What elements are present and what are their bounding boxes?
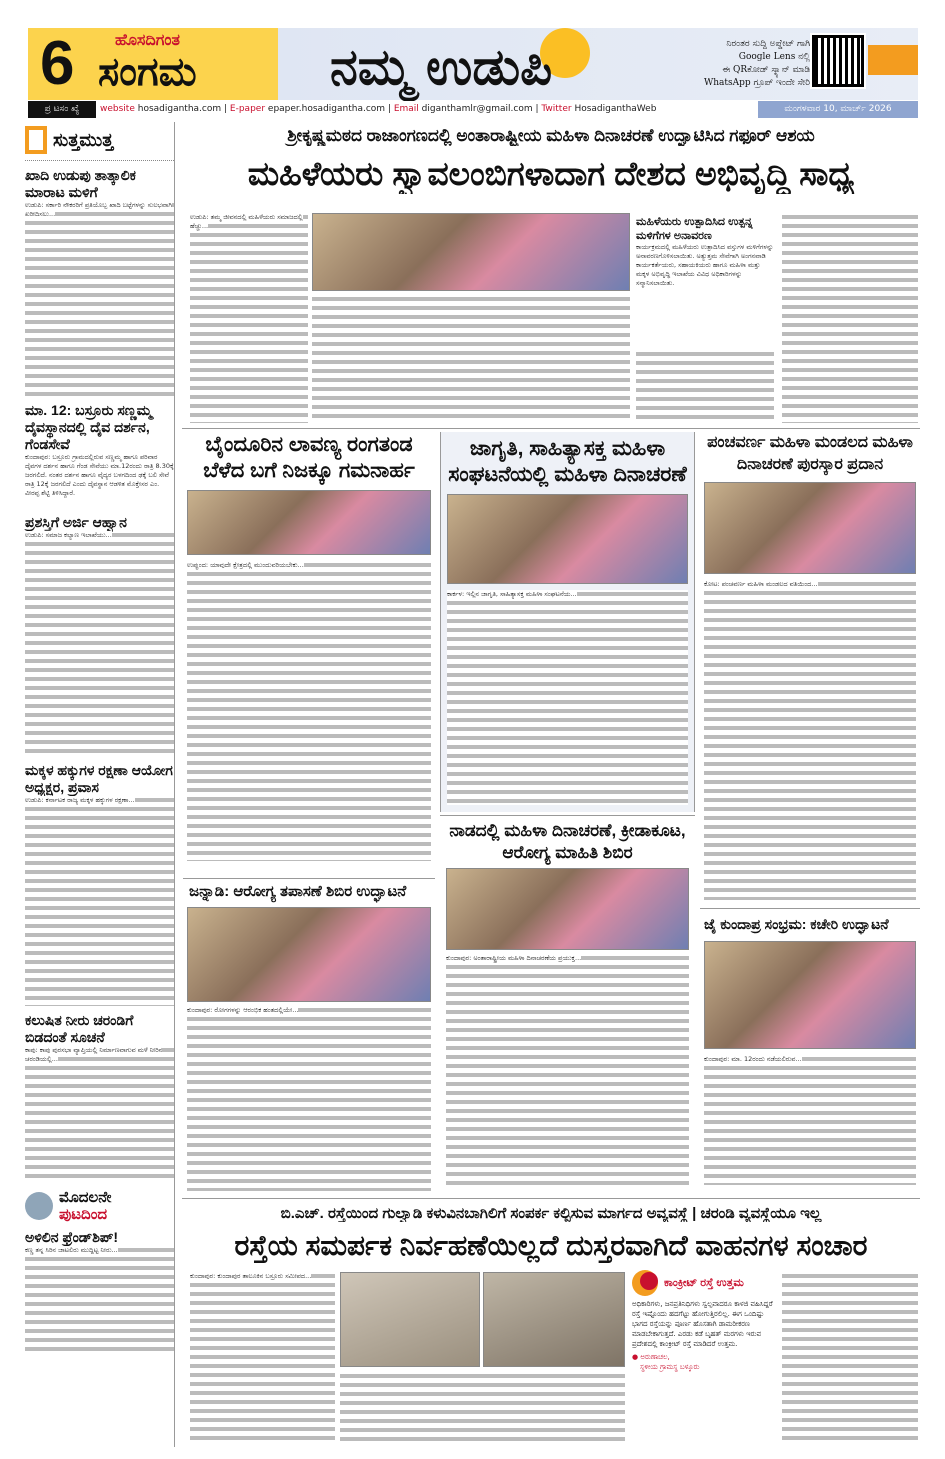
road-photo [340,1272,480,1367]
story-body [704,580,916,900]
story-text: ಉಡುಪಿ: ಸರ್ಕಾರಿ ನೌಕರರಿಗೆ ಪ್ರತಿಯೊಬ್ಬ ಖಾದಿ ಬಟ್ಟೆಗಳನ್ನು ಸುಲಭವಾಗಿ ಖರೀದಿಸಲು... [25,201,172,218]
email-link[interactable]: diganthamlr@gmail.com [421,104,533,114]
story-headline[interactable]: ಖಾದಿ ಉಡುಪು ತಾತ್ಕಾಲಿಕ ಮಾರಾಟ ಮಳಿಗೆ [25,167,136,200]
strip-tag: ಪ್ರ ಟಸಂ ಖ್ಯೆ [28,101,96,118]
story-photo [704,482,916,574]
story-jannadi [183,878,435,1193]
label: E-paper [229,104,266,114]
quote-title: ಕಾಂಕ್ರೀಟ್ ರಸ್ತೆ ಉತ್ತಮ [664,1276,744,1289]
qr-caption [640,38,810,90]
story-text: ಉಡುಪಿ: ಕರ್ನಾಟಕ ರಾಜ್ಯ ಮಕ್ಕಳ ಹಕ್ಕುಗಳ ರಕ್ಷಣಾ... [25,796,135,804]
qr-code-icon[interactable] [812,35,864,87]
quote-author-role: ಸ್ಥಳೀಯ ಗ್ರಾಮಸ್ಥ ಬಳ್ಕೂರು [640,1363,700,1371]
story-headline[interactable]: ಮಕ್ಕಳ ಹಕ್ಕುಗಳ ರಕ್ಷಣಾ ಆಯೋಗ ಅಧ್ಯಕ್ಷರ, ಪ್ರವಾಸ [25,762,173,795]
story-body [446,954,689,1189]
story-body [447,590,688,805]
divider [182,1198,920,1199]
story-photo [187,907,431,1002]
story-body [25,531,174,756]
story-jagruthi [440,432,695,812]
story-text: ಕುಂದಾಪುರ: ಅಂತಾರಾಷ್ಟ್ರೀಯ ಮಹಿಳಾ ದಿನಾಚರಣೆಯ ಪ್ರಯುಕ್ತ... [446,954,582,962]
contact-links: website hosadigantha.com | E-paper epaper.hosadigantha.com | Email diganthamlr@gmail.com | Twitter HosadiganthaWeb [100,104,657,114]
story-text: ಕೋಟ: ಪಂಚವರ್ಣ ಮಹಿಳಾ ಮಂಡಲದ ವತಿಯಿಂದ... [704,580,818,588]
story-text: ಉಡುಪಿ: ತಮ್ಮ ಜೀವನದಲ್ಲಿ ಮಹಿಳೆಯರು ಸಮಾಜದಲ್ಲಿ ಹೆಚ್ಚು... [190,213,303,230]
label: ಪುಟದಿಂದ [59,1206,108,1223]
story-headline[interactable]: ಪ್ರಶಸ್ತಿಗೆ ಅರ್ಜಿ ಆಹ್ವಾನ [25,514,127,530]
section-header [25,122,174,161]
window-icon [25,126,47,154]
story-text: ಕಣ್ಣ ತನ್ನ ಸಿರಿನ ಜಾಟಲಿರು ಮುದ್ದಿಟ್ಟ ನೀರು... [25,1246,118,1254]
lead-body-cont [782,213,918,423]
issue-date: ಮಂಗಳವಾರ 10, ಮಾರ್ಚ್ 2026 [758,101,918,118]
story-body [187,561,431,861]
story-headline[interactable]: ಪಂಚವರ್ಣ ಮಹಿಳಾ ಮಂಡಲದ ಮಹಿಳಾ ದಿನಾಚರಣೆ ಪುರಸ್ಕಾರ ಪ್ರದಾನ [707,434,913,473]
lead-kicker: ಶ್ರೀಕೃಷ್ಣಮಠದ ರಾಜಾಂಗಣದಲ್ಲಿ ಅಂತಾರಾಷ್ಟ್ರೀಯ ಮಹಿಳಾ ದಿನಾಚರಣೆ ಉದ್ಘಾಟಿಸಿದ ಗಫೂರ್ ಆಶಯ [287,126,815,145]
brand-logo: ಹೊಸದಿಗಂತ [115,32,180,49]
left-column [25,122,175,1447]
story-photo [187,490,431,555]
lead-photo [312,213,630,291]
story-headline[interactable]: ಅಳಿಲಿನ ಫ್ರೆಂಡ್‌ಶಿಪ್! [25,1229,119,1245]
story-text: ಕುಂದಾಪುರ: ಕುಂದಾಪುರ ತಾಲೂಕಿನ ಬಸ್ರೂರು ಸಮೀಪದ... [190,1272,312,1280]
story-photo [447,494,688,584]
from-front-page [25,1189,174,1223]
bottom-body [190,1272,335,1444]
info-strip [28,101,918,118]
story-body [25,1046,174,1181]
sidebox [636,215,774,345]
label: ಮೊದಲನೇ [59,1189,112,1206]
bottom-body-cont [782,1272,918,1444]
qr-line: ಈ QRಕೋಡ್ ಸ್ಕ್ಯಾನ್ ಮಾಡಿ [722,65,810,75]
quote-author: ಅರುಣಾಚಲ, [640,1353,670,1361]
story-body [25,453,174,508]
story-headline[interactable]: ಜನ್ನಾಡಿ: ಆರೋಗ್ಯ ತಪಾಸಣೆ ಶಿಬಿರ ಉದ್ಘಾಟನೆ [189,883,407,900]
story-text: ಕಾಪು: ಕಾಪು ಪುರಸಭಾ ವ್ಯಾಪ್ತಿಯಲ್ಲಿ ನಿರ್ಮಾಣವಾಗುವ ಮಳೆ ನೀರಿನ ಚರಂಡಿಯಲ್ಲಿ... [25,1046,163,1063]
story-body [704,1055,916,1185]
story-body [25,201,174,396]
story-photo [704,941,916,1049]
divider [182,428,920,429]
story-jai-kundapra [700,908,920,1193]
lead-headline[interactable]: ಮಹಿಳೆಯರು ಸ್ವಾವಲಂಬಿಗಳಾದಾಗ ದೇಶದ ಅಭಿವೃದ್ಧಿ ಸಾಧ್ಯ [247,155,855,192]
bottom-body-cont [340,1372,625,1444]
lead-body [190,213,308,423]
story-headline[interactable]: ಬೈಂದೂರಿನ ಲಾವಣ್ಯ ರಂಗತಂಡ ಬೆಳೆದ ಬಗೆ ನಿಜಕ್ಕೂ ಗಮನಾರ್ಹ [203,433,415,482]
supplement-title: ಸಂಗಮ [98,50,197,94]
road-photo [483,1272,625,1367]
story-text: ಕುಂದಾಪುರ: ಬಸ್ರೂರು ಗ್ರಾಮದಲ್ಲಿರುವ ಸಣ್ಣಮ್ಮ ಹಾಗೂ ಪರಿವಾರ ದೈವಗಳ ದರ್ಶನ ಹಾಗೂ ಗೆಂಡ ಸೇವೆಯು ಮಾ.12ರಂದು ರಾತ್ರಿ 8.30ಕ್ಕೆ ಜರಗಲಿದೆ. ನಂತರ ದರ್ಶನ ಹಾಗೂ ವೈದ್ಯರ ಬಳಗದಿಂದ ಢಕ್ಕೆ ಬಲಿ ಸೇವೆ ರಾತ್ರಿ 12ಕ್ಕೆ ಜರಗಲಿದೆ ಎಂದು ದೈವಸ್ಥಾನ ಆಡಳಿತ ಮೊಕ್ತೇಸರ ಎಂ. ವೀರಪ್ಪ ಶೆಟ್ಟಿ ತಿಳಿಸಿದ್ದಾರೆ. [25,453,174,497]
quote-box: ಕಾಂಕ್ರೀಟ್ ರಸ್ತೆ ಉತ್ತಮ ಅಧಿಕಾರಿಗಳು, ಜನಪ್ರತಿನಿಧಿಗಳು ಸ್ವಲ್ಪವಾದರೂ ಕಾಳಜಿ ವಹಿಸಿದ್ದರೆ ರಸ್ತೆ ಇಷ್ಟೊಂದು ಹದಗೆಟ್ಟು ಹೋಗುತ್ತಿರಲಿಲ್ಲ. ಈಗ ಒಂದಿಷ್ಟು ಭಾಗದ ರಸ್ತೆಯನ್ನು ಪೂರ್ಣ ಹೊಸತಾಗಿ ಡಾಮರೀಕರಣ ಮಾಡಬೇಕಾಗುತ್ತದೆ. ಎರಡು ಕಡೆ ಬೃಹತ್ ಮರಗಳು ಇರುವ ಪ್ರದೇಶದಲ್ಲಿ ಕಾಂಕ್ರೀಟ್ ರಸ್ತೆ ಮಾಡಿದರೆ ಉತ್ತಮ. ● ಅರುಣಾಚಲ, ಸ್ಥಳೀಯ ಗ್ರಾಮಸ್ಥ ಬಳ್ಕೂರು [632,1270,778,1410]
edition-title: ನಮ್ಮ ಉಡುಪಿ [330,39,553,95]
qr-line: Google Lens ನಲ್ಲಿ [738,52,810,62]
story-headline[interactable]: ಮಾ. 12: ಬಸ್ರೂರು ಸಣ್ಣಮ್ಮ ದೈವಸ್ಥಾನದಲ್ಲಿ ದೈವ ದರ್ಶನ, ಗೆಂಡಸೇವೆ [25,402,152,452]
story-lavanya [183,432,435,872]
story-headline[interactable]: ಕಲುಷಿತ ನೀರು ಚರಂಡಿಗೆ ಬಿಡದಂತೆ ಸೂಚನೆ [25,1012,134,1045]
sidebox-body: ಕಾರ್ಯಕ್ರಮದಲ್ಲಿ ಮಹಿಳೆಯರು ಉತ್ಪಾದಿಸಿದ ವಸ್ತುಗಳ ಮಳಿಗೆಗಳನ್ನು ಅನಾವರಣಗೊಳಿಸಲಾಯಿತು. ಅತ್ಯುತ್ತಮ ಸೇವೆಗಾಗಿ ಅಂಗನವಾಡಿ ಕಾರ್ಯಕರ್ತೆಯರು, ಸಹಾಯಕಿಯರು ಹಾಗೂ ಮಹಿಳಾ ಮತ್ತು ಮಕ್ಕಳ ಅಭಿವೃದ್ಧಿ ಇಲಾಖೆಯ ವಿವಿಧ ಅಧಿಕಾರಿಗಳನ್ನು ಸನ್ಮಾನಿಸಲಾಯಿತು. [636,243,774,287]
label: website [100,104,135,114]
story-panchavarna [700,432,920,902]
epaper-link[interactable]: epaper.hosadigantha.com [267,104,386,114]
story-nada [440,815,695,1195]
lead-body-cont [312,295,630,423]
story-headline[interactable]: ಜಾಗೃತಿ, ಸಾಹಿತ್ಯಾಸಕ್ತ ಮಹಿಳಾ ಸಂಘಟನೆಯಲ್ಲಿ ಮಹಿಳಾ ದಿನಾಚರಣೆ [448,437,687,486]
lead-body-cont [636,350,774,423]
bottom-kicker: ಬಿ.ಎಚ್. ರಸ್ತೆಯಿಂದ ಗುಲ್ವಾಡಿ ಕಳುವಿನಬಾಗಿಲಿಗೆ ಸಂಪರ್ಕ ಕಲ್ಪಿಸುವ ಮಾರ್ಗದ ಅವ್ಯವಸ್ಥೆ | ಚರಂಡಿ ವ್ಯವಸ್ಥೆಯೂ ಇಲ್ಲ [280,1205,822,1222]
bottom-headline[interactable]: ರಸ್ತೆಯ ಸಮರ್ಪಕ ನಿರ್ವಹಣೆಯಿಲ್ಲದೆ ದುಸ್ತರವಾಗಿದೆ ವಾಹನಗಳ ಸಂಚಾರ [234,1230,868,1261]
qr-line: ನಿರಂತರ ಸುದ್ದಿ ಅಪ್ಡೇಟ್ ಗಾಗಿ [726,39,810,49]
quote-body: ಅಧಿಕಾರಿಗಳು, ಜನಪ್ರತಿನಿಧಿಗಳು ಸ್ವಲ್ಪವಾದರೂ ಕಾಳಜಿ ವಹಿಸಿದ್ದರೆ ರಸ್ತೆ ಇಷ್ಟೊಂದು ಹದಗೆಟ್ಟು ಹೋಗುತ್ತಿರಲಿಲ್ಲ. ಈಗ ಒಂದಿಷ್ಟು ಭಾಗದ ರಸ್ತೆಯನ್ನು ಪೂರ್ಣ ಹೊಸತಾಗಿ ಡಾಮರೀಕರಣ ಮಾಡಬೇಕಾಗುತ್ತದೆ. ಎರಡು ಕಡೆ ಬೃಹತ್ ಮರಗಳು ಇರುವ ಪ್ರದೇಶದಲ್ಲಿ ಕಾಂಕ್ರೀಟ್ ರಸ್ತೆ ಮಾಡಿದರೆ ಉತ್ತಮ. [632,1300,773,1348]
orange-tab [868,45,918,75]
twitter-link[interactable]: HosadiganthaWeb [574,104,657,114]
pencil-icon [25,1192,53,1220]
label: Email [393,104,419,114]
story-text: ಕುಂದಾಪುರ: ರೋಗಗಳನ್ನು ಆರಂಭಿಕ ಹಂತದಲ್ಲಿಯೇ... [187,1006,299,1014]
story-body [187,1006,431,1191]
story-body [25,1246,174,1356]
qr-line: WhatsApp ಗ್ರೂಪ್ ಇಂದೇ ಸೇರಿ [703,78,810,88]
label: Twitter [541,104,572,114]
story-text: ಕಾರ್ಕಳ: ಇಲ್ಲಿನ ಜಾಗೃತಿ, ಸಾಹಿತ್ಯಾಸಕ್ತ ಮಹಿಳಾ ಸಂಘಟನೆಯ... [447,590,577,598]
section-title: ಸುತ್ತಮುತ್ತ [53,129,114,150]
website-link[interactable]: hosadigantha.com [137,104,222,114]
story-text: ಉಡುಪಿ: ಸಮಾಜ ಕಲ್ಯಾಣ ಇಲಾಖೆಯು... [25,531,112,539]
story-headline[interactable]: ಜೈ ಕುಂದಾಪ್ರ ಸಂಭ್ರಮ: ಕಚೇರಿ ಉದ್ಘಾಟನೆ [704,916,889,932]
story-body [25,796,174,1006]
story-photo [446,868,689,950]
story-text: ಕುಂದಾಪುರ: ಮಾ. 12ರಂದು ನಡೆಯಲಿರುವ... [704,1055,802,1063]
quote-icon [632,1270,658,1296]
sidebox-title: ಮಹಿಳೆಯರು ಉತ್ಪಾದಿಸಿದ ಉತ್ಪನ್ನ ಮಳಿಗೆಗಳ ಅನಾವರಣ [636,216,753,242]
story-headline[interactable]: ನಾಡದಲ್ಲಿ ಮಹಿಳಾ ದಿನಾಚರಣೆ, ಕ್ರೀಡಾಕೂಟ, ಆರೋಗ್ಯ ಮಾಹಿತಿ ಶಿಬಿರ [449,821,686,862]
story-text: ಉಪ್ಪುಂದ: ಯಾವುದೇ ಕ್ಷೇತ್ರದಲ್ಲಿ ಮುಂದುವರಿಯಬೇಕು... [187,561,304,569]
page-number: 6 [40,29,75,98]
